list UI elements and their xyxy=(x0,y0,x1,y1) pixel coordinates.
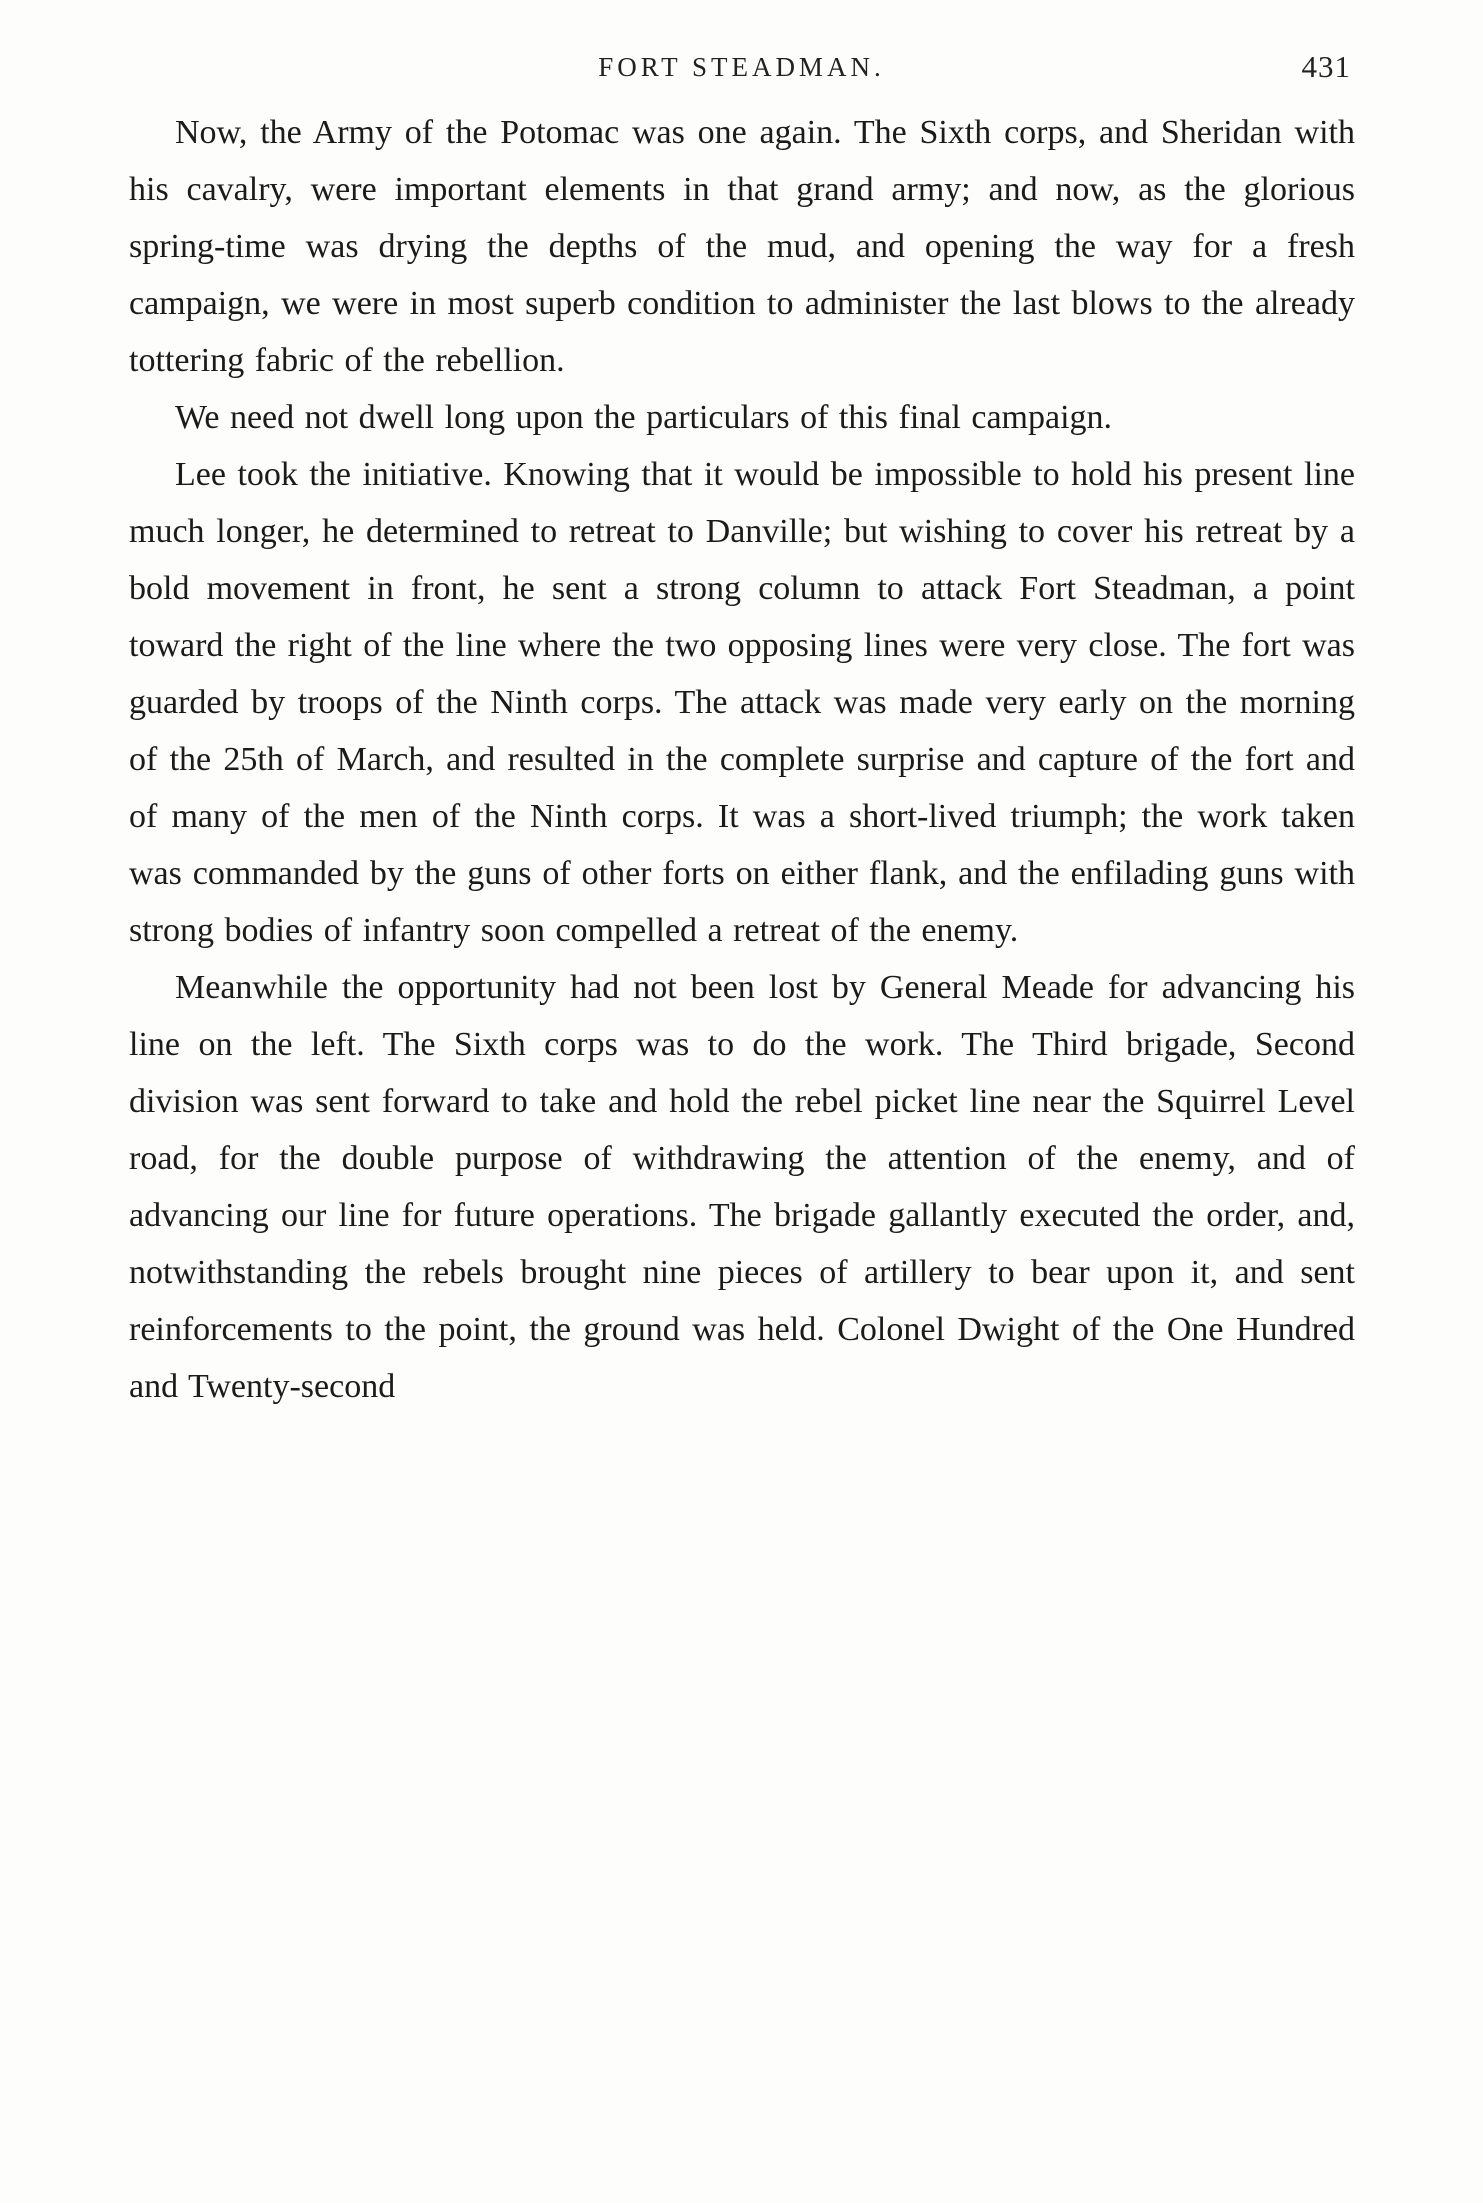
paragraph-4: Meanwhile the opportunity had not been lost by General Meade for advancing his line on the left. The Sixth corps was to do the work. The Third brigade, Second division was sent forward to take and hold the rebel picket line near the Squirrel Level road, for the double purpose of withdrawing the attention of the enemy, and of advancing our line for future operations. The brigade gallantly executed the order, and, notwithstanding the rebels brought nine pieces of artillery to bear upon it, and sent reinforcements to the point, the ground was held. Colonel Dwight of the One Hundred and Twenty-second xyxy=(129,969,1355,1405)
paragraph-3: Lee took the initiative. Knowing that it would be impossible to hold his present line much longer, he determined to retreat to Danville; but wishing to cover his retreat by a bold movement in front, he sent a strong column to attack Fort Steadman, a point toward the right of the line where the two opposing lines were very close. The fort was guarded by troops of the Ninth corps. The attack was made very early on the morning of the 25th of March, and resulted in the complete surprise and capture of the fort and of many of the men of the Ninth corps. It was a short-lived triumph; the work taken was commanded by the guns of other forts on either flank, and the enfilading guns with strong bodies of infantry soon compelled a retreat of the enemy. xyxy=(129,456,1355,949)
page-number: 431 xyxy=(1301,49,1351,84)
running-title: FORT STEADMAN. xyxy=(598,52,885,82)
page-body xyxy=(129,104,1355,1415)
paragraph-1: Now, the Army of the Potomac was one again. The Sixth corps, and Sheridan with his cavalry, were important elements in that grand army; and now, as the glorious spring-time was drying the depths of the mud, and opening the way for a fresh campaign, we were in most superb condition to administer the last blows to the already tottering fabric of the rebellion. xyxy=(129,114,1355,379)
page-header xyxy=(130,49,1353,92)
paragraph-2: We need not dwell long upon the particulars of this final campaign. xyxy=(175,399,1113,436)
